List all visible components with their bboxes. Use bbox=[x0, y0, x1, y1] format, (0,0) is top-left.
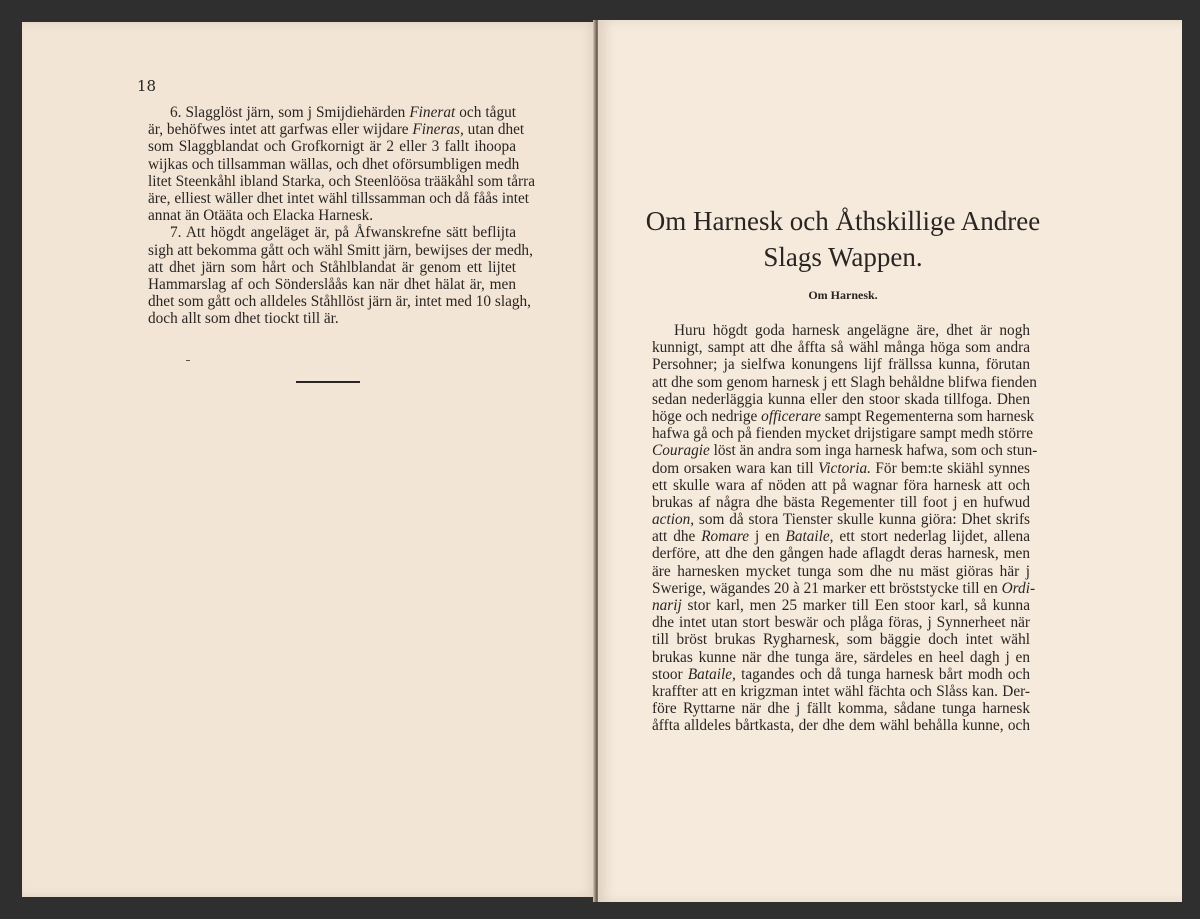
text-line bbox=[652, 666, 1030, 683]
text-line bbox=[652, 631, 1030, 648]
text-segment: dhet som gått och alldeles Ståhllöst järn är, intet med 10 slagh, bbox=[148, 293, 532, 311]
text-line bbox=[652, 700, 1030, 717]
text-line bbox=[148, 293, 532, 311]
text-segment: 7. Att högdt angeläget är, på Åfwanskrefne sätt beflijta bbox=[170, 224, 516, 242]
text-segment: tagandes och då tunga harnesk bårt modh och bbox=[735, 665, 1030, 683]
body-text bbox=[652, 322, 1038, 735]
body-text bbox=[148, 104, 535, 328]
text-line bbox=[148, 104, 516, 121]
text-line bbox=[652, 477, 1030, 494]
text-segment: sedan nederläggia kunna eller den stoor skada tillfoga. Dhen bbox=[652, 390, 1030, 408]
chapter-title-line-1: Om Harnesk och Åthskillige Andree bbox=[645, 206, 1041, 236]
text-segment: åffta alldeles bårtkasta, der dhe dem wähl behålla kunne, och bbox=[652, 717, 1030, 735]
text-segment: dom orsaken wara kan till bbox=[652, 459, 819, 477]
text-line bbox=[148, 241, 533, 259]
page-number: 18 bbox=[137, 77, 157, 95]
text-line bbox=[652, 425, 1034, 443]
text-line bbox=[148, 207, 516, 224]
stray-mark bbox=[186, 360, 190, 361]
text-segment: kraffter att en krigzman intet wähl fächta och Slåss kan. Der- bbox=[652, 682, 1030, 700]
text-segment: Huru högdt goda harnesk angelägne äre, dhet är nogh bbox=[674, 322, 1030, 339]
italic-text: Finerat bbox=[409, 104, 456, 121]
italic-text: Victoria. bbox=[818, 459, 871, 477]
text-segment: som då stora Tienster skulle kunna giöra: Dhet skrifs bbox=[694, 511, 1030, 529]
text-line bbox=[652, 494, 1030, 511]
italic-text: Ordi- bbox=[1001, 579, 1036, 597]
text-segment: Persohner; ja sielfwa konungens lijf frällssa kunna, förutan bbox=[652, 356, 1030, 374]
text-line bbox=[652, 407, 1035, 425]
italic-text: Bataile, bbox=[785, 528, 834, 546]
text-segment: stoor bbox=[652, 665, 688, 683]
text-line bbox=[652, 356, 1030, 373]
text-segment: höge och nedrige bbox=[652, 407, 762, 425]
text-line bbox=[652, 339, 1030, 356]
text-segment: För bem:te skiähl synnes bbox=[870, 459, 1030, 477]
text-segment: j en bbox=[749, 528, 786, 546]
text-line bbox=[148, 121, 525, 139]
text-segment: sigh att bekomma gått och wähl Smitt järn, bewijses der medh, bbox=[148, 241, 533, 259]
chapter-title-line-2: Slags Wappen. bbox=[763, 242, 923, 272]
text-line bbox=[652, 511, 1030, 528]
text-line bbox=[652, 614, 1030, 631]
text-line bbox=[652, 649, 1030, 666]
text-line bbox=[148, 310, 516, 327]
text-line bbox=[148, 138, 516, 155]
text-line bbox=[652, 460, 1030, 477]
text-segment: utan dhet bbox=[463, 121, 525, 139]
italic-text: Romare bbox=[701, 528, 750, 546]
text-line bbox=[652, 322, 1030, 339]
text-segment: annat än Otääta och Elacka Harnesk. bbox=[148, 207, 374, 225]
text-segment: är, behöfwes intet att garfwas eller wijdare bbox=[148, 121, 413, 139]
text-segment: som Slaggblandat och Grofkornigt är 2 eller 3 fallt ihoopa bbox=[148, 138, 516, 156]
section-rule bbox=[296, 381, 360, 383]
text-segment: till bröst brukas Rygharnesk, som bäggie doch intet wähl bbox=[652, 631, 1030, 649]
text-segment: Hammarslag af och Sönderslåås kan när dhet hälat är, men bbox=[148, 275, 516, 293]
text-line bbox=[652, 442, 1038, 460]
text-segment: hafwa gå och på fienden mycket drijstigare sampt medh större bbox=[652, 425, 1034, 443]
left-page bbox=[22, 22, 596, 897]
italic-text: Couragie bbox=[652, 442, 710, 460]
text-segment: doch allt som dhet tiockt till är. bbox=[148, 310, 339, 328]
text-line bbox=[148, 155, 520, 173]
text-segment: äre, elliest wäller dhet intet wähl tillssamman och då fåås intet bbox=[148, 189, 530, 207]
text-line bbox=[652, 683, 1030, 700]
text-segment: att dhet järn som hårt och Ståhlblandat är genom ett lijtet bbox=[148, 258, 516, 276]
text-segment: dhe intet utan stort beswär och plåga föras, j Synnerheet när bbox=[652, 614, 1030, 632]
italic-text: Fineras, bbox=[412, 121, 464, 139]
italic-text: officerare bbox=[761, 407, 821, 425]
section-heading: Om Harnesk. bbox=[808, 288, 878, 302]
text-segment: löst än andra som inga harnesk hafwa, som och stun- bbox=[709, 442, 1038, 460]
text-segment: ett stort nederlag lijdet, allena bbox=[833, 528, 1030, 546]
text-line bbox=[652, 717, 1030, 734]
text-line bbox=[148, 172, 535, 190]
text-segment: derföre, att dhe den gången hade aflagdt deras harnesk, men bbox=[652, 545, 1030, 563]
text-segment: Swerige, wägandes 20 à 21 marker ett bröststycke till en bbox=[652, 579, 1002, 597]
text-line bbox=[652, 579, 1036, 597]
text-segment: äre harnesken mycket tunga som dhe nu mäst giöras här j bbox=[652, 562, 1030, 580]
text-segment: wijkas och tillsamman wällas, och dhet oförsumbligen medh bbox=[148, 155, 520, 173]
text-segment: 6. Slagglöst järn, som j Smijdiehärden bbox=[170, 104, 410, 121]
text-segment: litet Steenkåhl ibland Starka, och Steenlöösa trääkåhl som tårra bbox=[148, 172, 535, 190]
text-line bbox=[652, 563, 1030, 580]
text-segment: och tågut bbox=[455, 104, 517, 121]
text-segment: brukas kunne när dhe tunga äre, särdeles en heel dagh j en bbox=[652, 648, 1030, 666]
text-line bbox=[652, 528, 1030, 545]
text-segment: ett skulle wara af nöden att på wagnar föra harnesk att och bbox=[652, 476, 1030, 494]
italic-text: action, bbox=[652, 511, 695, 529]
text-line bbox=[652, 391, 1030, 408]
text-segment: sampt Regementerna som harnesk bbox=[820, 407, 1035, 425]
italic-text: Bataile, bbox=[687, 665, 736, 683]
text-segment: före Ryttarne när dhe j fällt komma, sådane tunga harnesk bbox=[652, 700, 1030, 718]
text-segment: stor karl, men 25 marker till Een stoor karl, så kunna bbox=[681, 597, 1030, 614]
text-segment: kunnigt, sampt att dhe åffta så wähl många höga som andra bbox=[652, 339, 1030, 357]
right-page bbox=[598, 20, 1182, 902]
text-segment: brukas af några dhe bästa Regementer till foot j en hufwud bbox=[652, 493, 1030, 511]
text-line bbox=[148, 259, 516, 276]
text-line bbox=[652, 597, 1030, 614]
text-line bbox=[652, 545, 1030, 562]
text-line bbox=[652, 373, 1037, 391]
text-line bbox=[148, 224, 516, 241]
text-segment: att dhe som genom harnesk j ett Slagh behåldne blifwa fienden bbox=[652, 373, 1037, 391]
italic-text: narij bbox=[652, 597, 682, 614]
text-line bbox=[148, 189, 530, 207]
text-line bbox=[148, 276, 516, 293]
text-segment: att dhe bbox=[652, 528, 702, 546]
